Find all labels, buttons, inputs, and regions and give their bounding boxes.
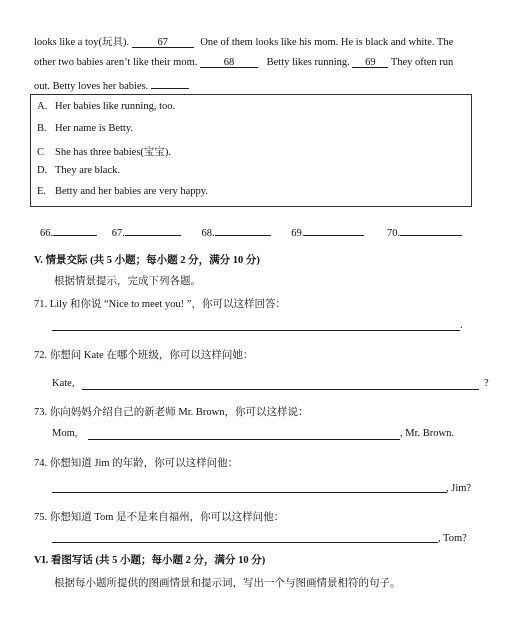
answer-blank-70[interactable] <box>151 78 189 89</box>
passage-text: Betty likes running. <box>266 57 350 68</box>
answer-line-74[interactable] <box>52 492 447 493</box>
passage-text: They often run <box>390 57 454 68</box>
line-end-75: , Tom? <box>438 533 467 544</box>
line-start-72: Kate, <box>52 378 75 389</box>
passage-text: other two babies aren’t like their mom. <box>34 57 198 68</box>
answer-field-70[interactable] <box>400 225 462 236</box>
option-a: A. Her babies like running, too. <box>37 101 176 112</box>
section-5-title: V. 情景交际 (共 5 小题；每小题 2 分，满分 10 分) <box>34 255 260 266</box>
question-72: 72. 你想问 Kate 在哪个班级，你可以这样问她： <box>34 350 254 361</box>
passage-line-2 <box>34 57 453 68</box>
passage-text: One of them looks like his mom. He is black and white. The <box>200 37 454 48</box>
answer-label-68: 68. <box>201 228 215 239</box>
options-box <box>30 94 472 207</box>
question-74: 74. 你想知道 Jim 的年龄，你可以这样问他： <box>34 458 239 469</box>
answer-blank-69[interactable]: 69 <box>352 57 388 68</box>
answer-label-67: 67. <box>111 228 125 239</box>
option-c: C She has three babies(宝宝). <box>37 147 172 158</box>
passage-text: looks like a toy(玩具). <box>34 37 130 48</box>
answer-label-70: 70. <box>387 228 401 239</box>
answer-line-71[interactable] <box>52 330 460 331</box>
line-start-73: Mom, <box>52 428 78 439</box>
line-end-71: . <box>460 320 463 331</box>
section-6-instruction: 根据每小题所提供的图画情景和提示词，写出一个与图画情景相符的句子。 <box>54 578 401 589</box>
answer-line-72[interactable] <box>82 389 479 390</box>
answer-row <box>40 225 462 239</box>
question-75: 75. 你想知道 Tom 是不是来自福州，你可以这样问他： <box>34 512 285 523</box>
answer-field-68[interactable] <box>215 225 271 236</box>
passage-line-3 <box>34 78 189 92</box>
line-end-72: ? <box>484 378 489 389</box>
answer-blank-67[interactable]: 67 <box>132 37 194 48</box>
section-5-instruction: 根据情景提示，完成下列各题。 <box>54 276 201 287</box>
option-e: E. Betty and her babies are very happy. <box>37 186 208 197</box>
question-73: 73. 你向妈妈介绍自己的新老师 Mr. Brown，你可以这样说： <box>34 407 309 418</box>
answer-label-66: 66. <box>40 228 54 239</box>
option-d: D. They are black. <box>37 165 121 176</box>
passage-text: out. Betty loves her babies. <box>34 81 149 92</box>
answer-line-73[interactable] <box>88 439 400 440</box>
answer-line-75[interactable] <box>52 542 438 543</box>
answer-field-67[interactable] <box>125 225 181 236</box>
question-71: 71. Lily 和你说 “Nice to meet you! ”，你可以这样回答： <box>34 299 286 310</box>
answer-label-69: 69. <box>291 228 305 239</box>
line-end-74: , Jim? <box>446 483 472 494</box>
section-6-title: VI. 看图写话 (共 5 小题；每小题 2 分，满分 10 分) <box>34 555 266 566</box>
line-end-73: , Mr. Brown. <box>400 428 454 439</box>
option-b: B. Her name is Betty. <box>37 123 134 134</box>
answer-field-66[interactable] <box>53 225 97 236</box>
passage-line-1 <box>34 34 453 49</box>
answer-field-69[interactable] <box>304 225 364 236</box>
answer-blank-68[interactable]: 68 <box>200 57 258 68</box>
